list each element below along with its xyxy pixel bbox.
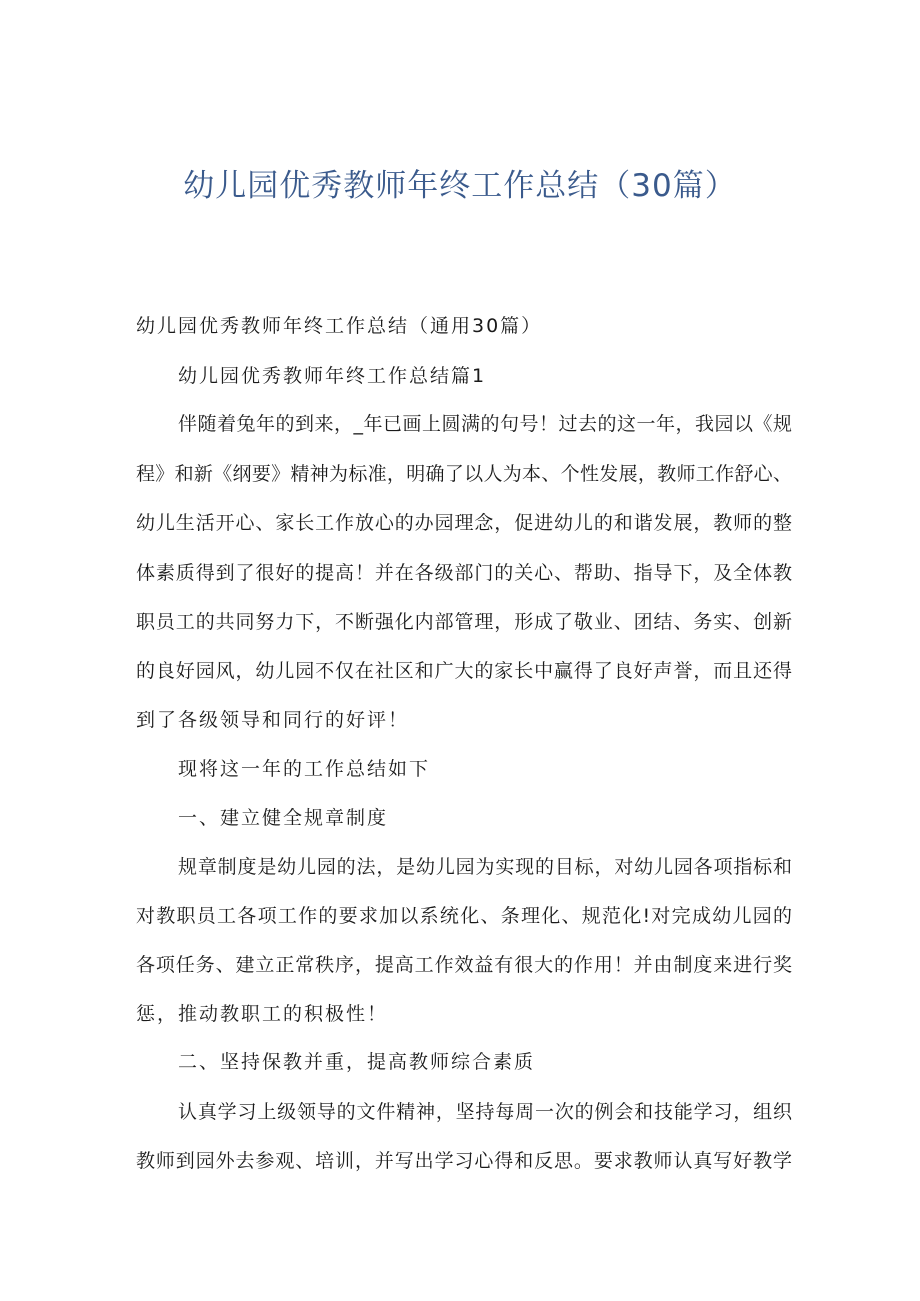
paragraph-line: 职员工的共同努力下，不断强化内部管理，形成了敬业、团结、务实、创新 [136, 611, 792, 633]
section-heading: 一、建立健全规章制度 [178, 807, 389, 829]
subtitle-line: 幼儿园优秀教师年终工作总结（通用30篇） [136, 315, 543, 337]
paragraph-line: 各项任务、建立正常秩序，提高工作效益有很大的作用！并由制度来进行奖 [136, 954, 792, 976]
section-heading: 二、坚持保教并重，提高教师综合素质 [178, 1051, 536, 1073]
paragraph-line: 现将这一年的工作总结如下 [178, 758, 431, 780]
paragraph-line: 程》和新《纲要》精神为标准，明确了以人为本、个性发展，教师工作舒心、 [136, 463, 792, 485]
paragraph-line: 规章制度是幼儿园的法，是幼儿园为实现的目标，对幼儿园各项指标和 [178, 856, 792, 878]
paragraph-line: 幼儿生活开心、家长工作放心的办园理念，促进幼儿的和谐发展，教师的整 [136, 512, 792, 534]
paragraph-line: 惩，推动教职工的积极性！ [136, 1003, 389, 1025]
section-heading: 幼儿园优秀教师年终工作总结篇1 [178, 365, 487, 387]
paragraph-line: 到了各级领导和同行的好评！ [136, 709, 410, 731]
document-title: 幼儿园优秀教师年终工作总结（30篇） [183, 168, 737, 204]
paragraph-line: 认真学习上级领导的文件精神，坚持每周一次的例会和技能学习，组织 [178, 1101, 792, 1123]
paragraph-line: 对教职员工各项工作的要求加以系统化、条理化、规范化!对完成幼儿园的 [136, 905, 792, 927]
paragraph-line: 的良好园风，幼儿园不仅在社区和广大的家长中赢得了良好声誉，而且还得 [136, 660, 792, 682]
paragraph-line: 体素质得到了很好的提高！并在各级部门的关心、帮助、指导下，及全体教 [136, 562, 792, 584]
paragraph-line: 伴随着兔年的到来，_年已画上圆满的句号！过去的这一年，我园以《规 [178, 413, 792, 435]
paragraph-line: 教师到园外去参观、培训，并写出学习心得和反思。要求教师认真写好教学 [136, 1150, 792, 1172]
